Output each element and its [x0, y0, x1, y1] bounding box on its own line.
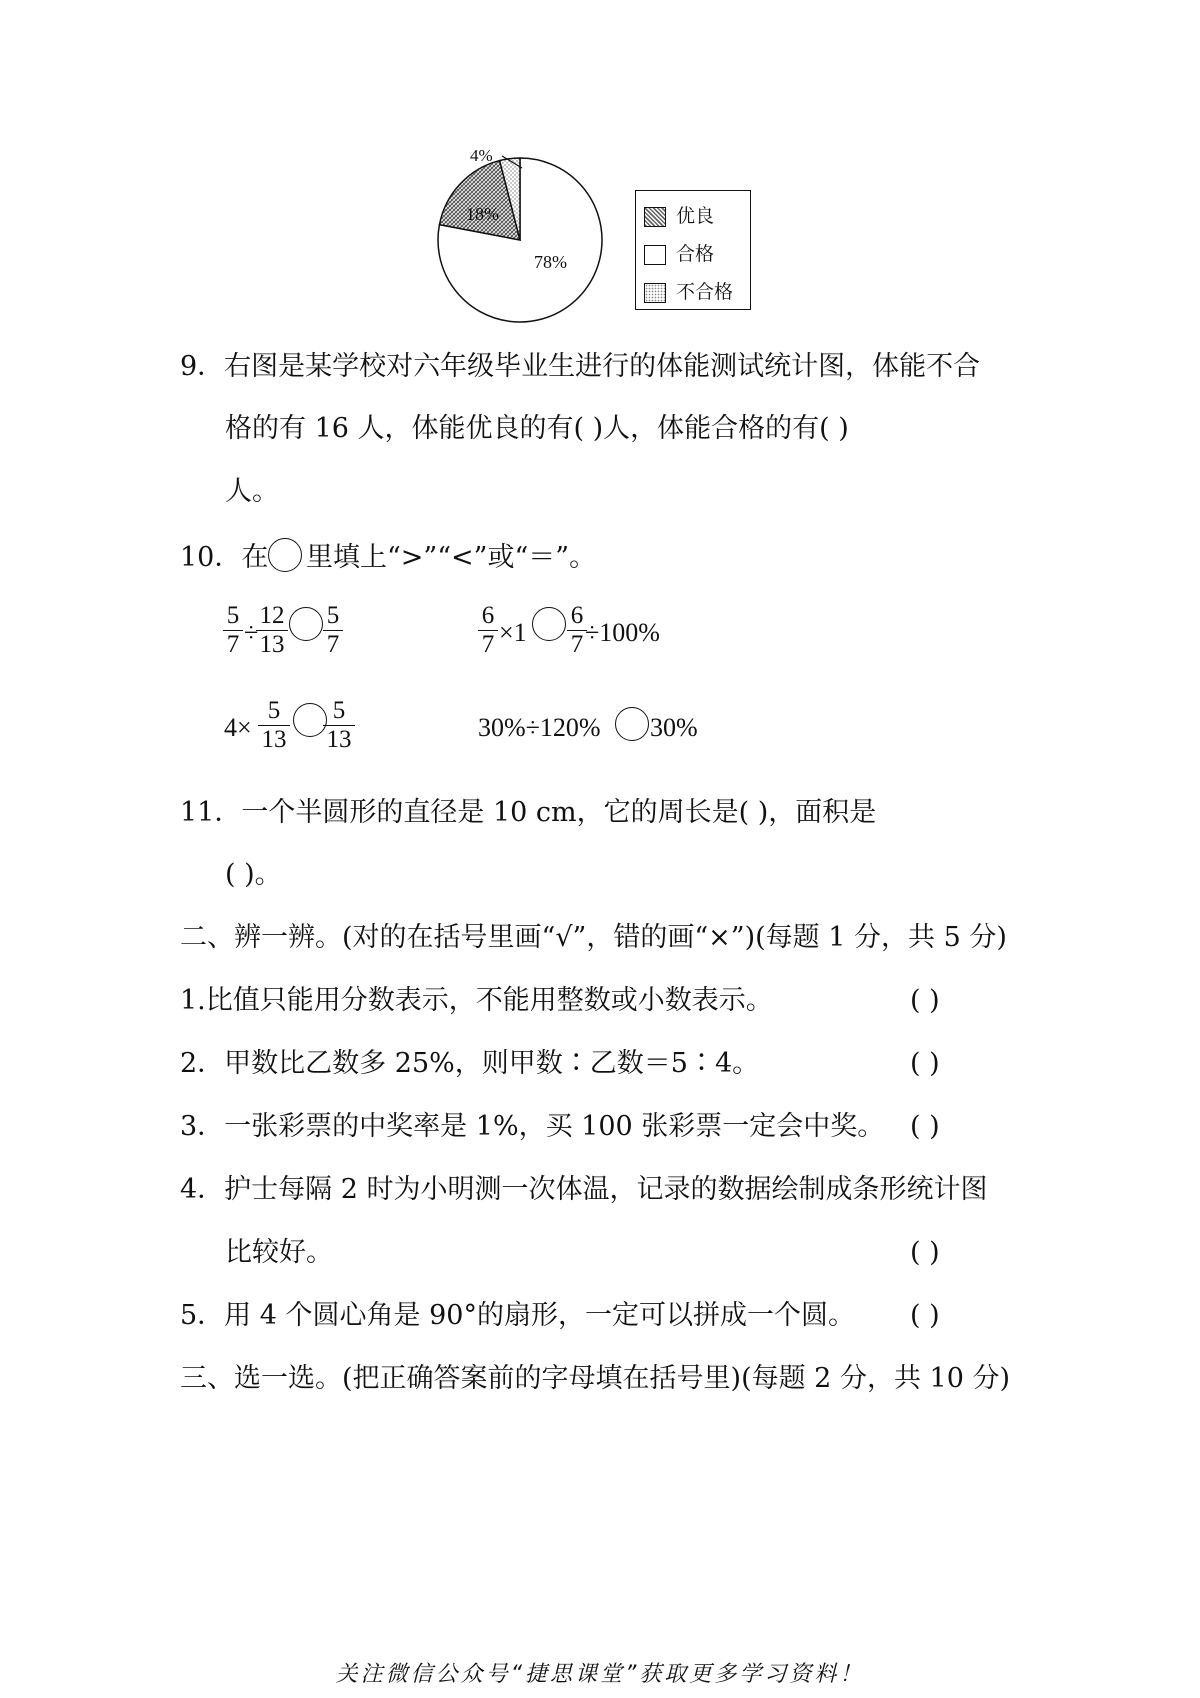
legend-item-pass: 合格 [644, 239, 714, 266]
fraction: 5 7 [323, 603, 343, 658]
operator: ÷100% [585, 618, 660, 647]
judge-item-1: 1.比值只能用分数表示，不能用整数或小数表示。 [180, 985, 773, 1016]
operator: 4× [224, 713, 252, 742]
judge-item-4-line-2: 比较好。 [225, 1237, 333, 1268]
compare-circle-1[interactable] [289, 607, 323, 641]
section-2-heading: 二、辨一辨。(对的在括号里画“√”，错的画“×”)(每题 1 分，共 5 分) [180, 922, 1007, 953]
fraction: 6 7 [478, 603, 498, 658]
pie-legend [635, 190, 751, 310]
section-3-heading: 三、选一选。(把正确答案前的字母填在括号里)(每题 2 分，共 10 分) [180, 1363, 1010, 1394]
pie-label-18: 18% [466, 204, 499, 224]
fraction: 5 13 [258, 698, 290, 753]
pie-leader-line [500, 150, 530, 174]
compare-circle-icon [268, 538, 302, 572]
pie-label-4: 4% [470, 146, 493, 165]
operator: ×1 [499, 618, 527, 647]
legend-swatch-pass [644, 245, 666, 265]
legend-item-fail: 不合格 [644, 277, 733, 304]
legend-swatch-fail [644, 283, 666, 303]
compare-circle-3[interactable] [293, 703, 327, 737]
question-9-line-1: 9．右图是某学校对六年级毕业生进行的体能测试统计图，体能不合 [180, 351, 981, 382]
question-11-line-1: 11．一个半圆形的直径是 10 cm，它的周长是( )，面积是 [180, 797, 877, 828]
question-10-intro-b: 里填上“>”“<”或“＝”。 [306, 542, 597, 573]
fraction: 5 13 [323, 698, 355, 753]
answer-paren-3[interactable]: ( ) [910, 1111, 940, 1142]
question-10-intro-a: 10．在 [180, 542, 269, 573]
compare-circle-2[interactable] [532, 607, 566, 641]
operator: 30%÷120% [478, 713, 601, 742]
fraction: 12 13 [256, 603, 288, 658]
pie-label-78: 78% [534, 252, 567, 272]
answer-paren-2[interactable]: ( ) [910, 1048, 940, 1079]
judge-item-3: 3．一张彩票的中奖率是 1%，买 100 张彩票一定会中奖。 [180, 1111, 885, 1142]
answer-paren-5[interactable]: ( ) [910, 1300, 940, 1331]
question-9-line-3: 人。 [225, 476, 279, 507]
answer-paren-1[interactable]: ( ) [910, 985, 940, 1016]
judge-item-5: 5．用 4 个圆心角是 90°的扇形，一定可以拼成一个圆。 [180, 1300, 855, 1331]
judge-item-2: 2．甲数比乙数多 25%，则甲数∶乙数＝5∶4。 [180, 1048, 760, 1079]
footer-note: 关注微信公众号“捷思课堂”获取更多学习资料！ [335, 1662, 865, 1687]
fraction: 6 7 [567, 603, 587, 658]
operator: 30% [650, 713, 698, 742]
operator: ÷ [244, 618, 259, 647]
question-9-line-2: 格的有 16 人，体能优良的有( )人，体能合格的有( ) [225, 413, 849, 444]
question-11-line-2: ( )。 [225, 859, 282, 890]
judge-item-4-line-1: 4．护士每隔 2 时为小明测一次体温，记录的数据绘制成条形统计图 [180, 1174, 988, 1205]
fraction: 5 7 [223, 603, 243, 658]
legend-swatch-good [644, 207, 666, 227]
compare-circle-4[interactable] [615, 707, 649, 741]
legend-item-good: 优良 [644, 201, 714, 228]
answer-paren-4[interactable]: ( ) [910, 1237, 940, 1268]
